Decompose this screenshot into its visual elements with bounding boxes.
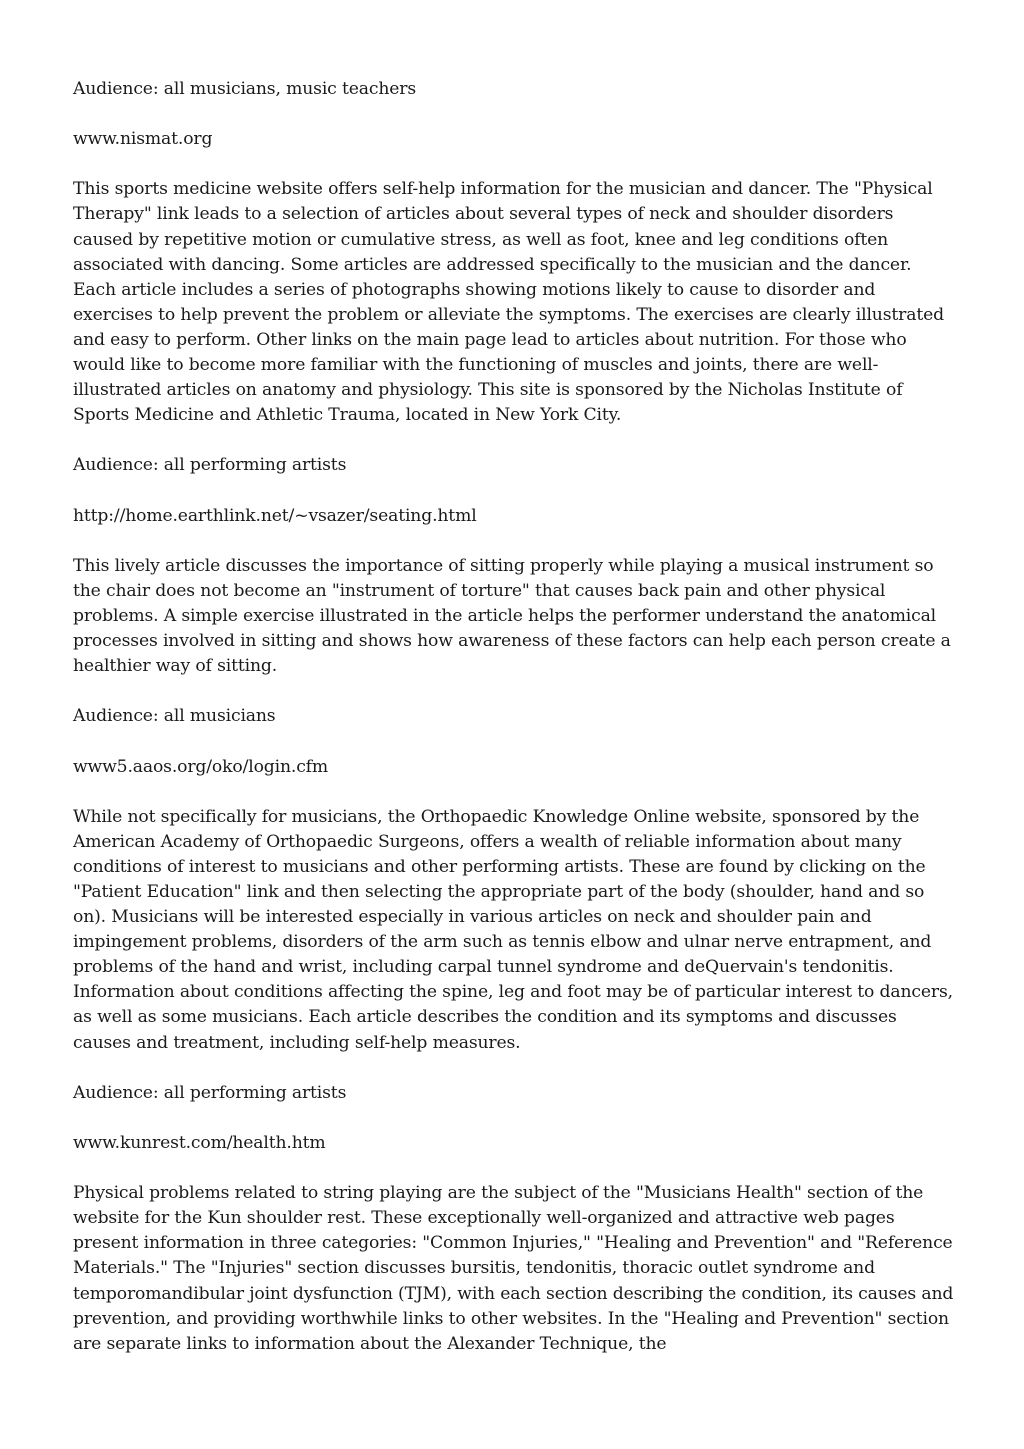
audience-line: Audience: all performing artists [73,1082,347,1103]
audience-line: Audience: all performing artists [73,455,347,476]
website-url: www.kunrest.com/health.htm [73,1132,326,1153]
document-page [73,77,955,1382]
description-paragraph: While not specifically for musicians, the Orthopaedic Knowledge Online website, sponsored by the American Academy of Orthopaedic Surgeons, offers a wealth of reliable information about many conditions of interest to musicians and other performing artists. These are found by clicking on the "Patient Education" link and then selecting the appropriate part of the body (shoulder, hand and so on). Musicians will be interested especially in various articles on neck and shoulder pain and impingement problems, disorders of the arm such as tennis elbow and ulnar nerve entrapment, and problems of the hand and wrist, including carpal tunnel syndrome and deQuervain's tendonitis. Information about conditions affecting the spine, leg and foot may be of particular interest to dancers, as well as some musicians. Each article describes the condition and its symptoms and discusses causes and treatment, including self-help measures. [73,806,953,1053]
website-url: www.nismat.org [73,129,213,150]
audience-line: Audience: all musicians [73,706,276,727]
website-url: www5.aaos.org/oko/login.cfm [73,756,329,777]
description-paragraph: This sports medicine website offers self-help information for the musician and dancer. The "Physical Therapy" link leads to a selection of articles about several types of neck and shoulder disorders caused by repetitive motion or cumulative stress, as well as foot, knee and leg conditions often associated with dancing. Some articles are addressed specifically to the musician and the dancer. Each article includes a series of photographs showing motions likely to cause to disorder and exercises to help prevent the problem or alleviate the symptoms. The exercises are clearly illustrated and easy to perform. Other links on the main page lead to articles about nutrition. For those who would like to become more familiar with the functioning of muscles and joints, there are well-illustrated articles on anatomy and physiology. This site is sponsored by the Nicholas Institute of Sports Medicine and Athletic Trauma, located in New York City. [73,179,944,426]
website-url: http://home.earthlink.net/~vsazer/seating.html [73,505,477,526]
description-paragraph: This lively article discusses the importance of sitting properly while playing a musical instrument so the chair does not become an "instrument of torture" that causes back pain and other physical problems. A simple exercise illustrated in the article helps the performer understand the anatomical processes involved in sitting and shows how awareness of these factors can help each person create a healthier way of sitting. [73,555,951,677]
description-paragraph: Physical problems related to string playing are the subject of the "Musicians Health" section of the website for the Kun shoulder rest. These exceptionally well-organized and attractive web pages present information in three categories: "Common Injuries," "Healing and Prevention" and "Reference Materials." The "Injuries" section discusses bursitis, tendonitis, thoracic outlet syndrome and temporomandibular joint dysfunction (TJM), with each section describing the condition, its causes and prevention, and providing worthwhile links to other websites. In the "Healing and Prevention" section are separate links to information about the Alexander Technique, the [73,1183,954,1354]
audience-line: Audience: all musicians, music teachers [73,79,417,99]
